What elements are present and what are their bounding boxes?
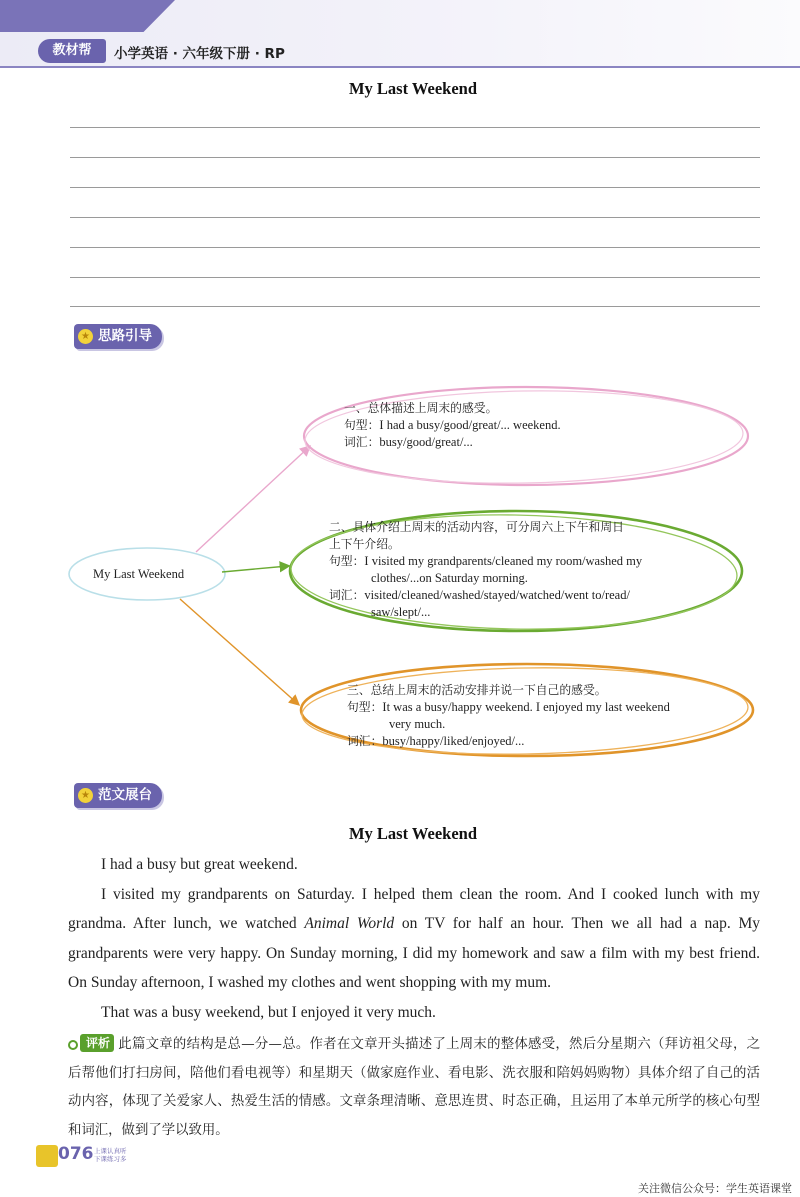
- footer-note: 关注微信公众号：学生英语课堂: [638, 1182, 792, 1195]
- guide-badge-label: 思路引导: [98, 328, 152, 344]
- bubble1-text: [344, 400, 561, 451]
- page-slogan: 上课认真听 下课练习多: [94, 1147, 127, 1163]
- bubble2-vocab-2: saw/slept/...: [371, 605, 431, 619]
- bubble1-vocab: 词汇：busy/good/great/...: [344, 435, 473, 449]
- guide-badge: [74, 324, 162, 349]
- tv-show-title: Animal World: [304, 915, 395, 933]
- comment-block: [68, 1031, 760, 1145]
- sample-badge-label: 范文展台: [98, 787, 152, 803]
- bubble2-pattern-1: 句型：I visited my grandparents/cleaned my room/washed my: [329, 554, 643, 568]
- arrow-to-bubble3: [180, 599, 298, 704]
- writing-line-4: [70, 217, 760, 218]
- writing-line-5: [70, 247, 760, 248]
- brand-logo: 教材帮: [38, 39, 106, 63]
- bubble3-heading: 三、总结上周末的活动安排并说一下自己的感受。: [347, 683, 607, 697]
- writing-line-3: [70, 187, 760, 188]
- comment-badge: 评析: [80, 1034, 114, 1052]
- magnifier-icon: [68, 1040, 78, 1050]
- sample-badge: [74, 783, 162, 808]
- arrow-to-bubble1: [196, 447, 309, 552]
- book-title: 小学英语 · 六年级下册 · RP: [114, 46, 285, 62]
- writing-line-7: [70, 306, 760, 307]
- writing-line-2: [70, 157, 760, 158]
- essay-paragraph-2: I visited my grandparents on Saturday. I helped them clean the room. And I cooked lunch with my grandma. After lunch, we watched Animal World on TV for half an hour. Then we all had a nap. My grandparents were very happy. On Sunday morning, I did my homework and saw a film with my best friend. On Sunday afternoon, I washed my clothes and went shopping with my mum.: [68, 885, 760, 992]
- sample-essay: [68, 850, 760, 1028]
- bubble3-pattern-1: 句型：It was a busy/happy weekend. I enjoyed my last weekend: [347, 700, 670, 714]
- bubble2-text: [329, 519, 642, 621]
- bubble3-text: [347, 682, 670, 750]
- essay-paragraph-3: That was a busy weekend, but I enjoyed it very much.: [101, 1003, 436, 1021]
- arrow-to-bubble2: [222, 566, 288, 572]
- bubble2-vocab-1: 词汇：visited/cleaned/washed/stayed/watched/went to/read/: [329, 588, 630, 602]
- writing-title: My Last Weekend: [348, 79, 478, 98]
- center-node-label: My Last Weekend: [93, 567, 185, 581]
- bubble3-pattern-2: very much.: [389, 717, 446, 731]
- writing-line-6: [70, 277, 760, 278]
- star-icon: ★: [78, 788, 93, 803]
- writing-line-1: [70, 127, 760, 128]
- bubble2-heading-2: 上下午介绍。: [329, 537, 400, 551]
- bubble1-heading: 一、总体描述上周末的感受。: [344, 401, 498, 415]
- essay-paragraph-1: I had a busy but great weekend.: [101, 856, 298, 873]
- sample-title: My Last Weekend: [348, 824, 478, 843]
- bubble1-pattern: 句型：I had a busy/good/great/... weekend.: [344, 418, 561, 432]
- header-divider: [0, 66, 800, 68]
- page-number-box: [36, 1145, 58, 1167]
- bubble2-heading-1: 二、具体介绍上周末的活动内容，可分周六上下午和周日: [329, 520, 624, 534]
- bubble3-vocab: 词汇：busy/happy/liked/enjoyed/...: [347, 734, 525, 748]
- bubble2-pattern-2: clothes/...on Saturday morning.: [371, 571, 528, 585]
- comment-text: 此篇文章的结构是总—分—总。作者在文章开头描述了上周末的整体感受，然后分星期六（拜访祖父母，之后帮他们打扫房间，陪他们看电视等）和星期天（做家庭作业、看电影、洗衣服和陪妈妈购物）具体介绍了自己的活动内容，体现了关爱家人、热爱生活的情感。文章条理清晰、意思连贯、时态正确，且运用了本单元所学的核心句型和词汇，做到了学以致用。: [68, 1037, 760, 1138]
- star-icon: ★: [78, 329, 93, 344]
- page-number: 076: [58, 1144, 94, 1164]
